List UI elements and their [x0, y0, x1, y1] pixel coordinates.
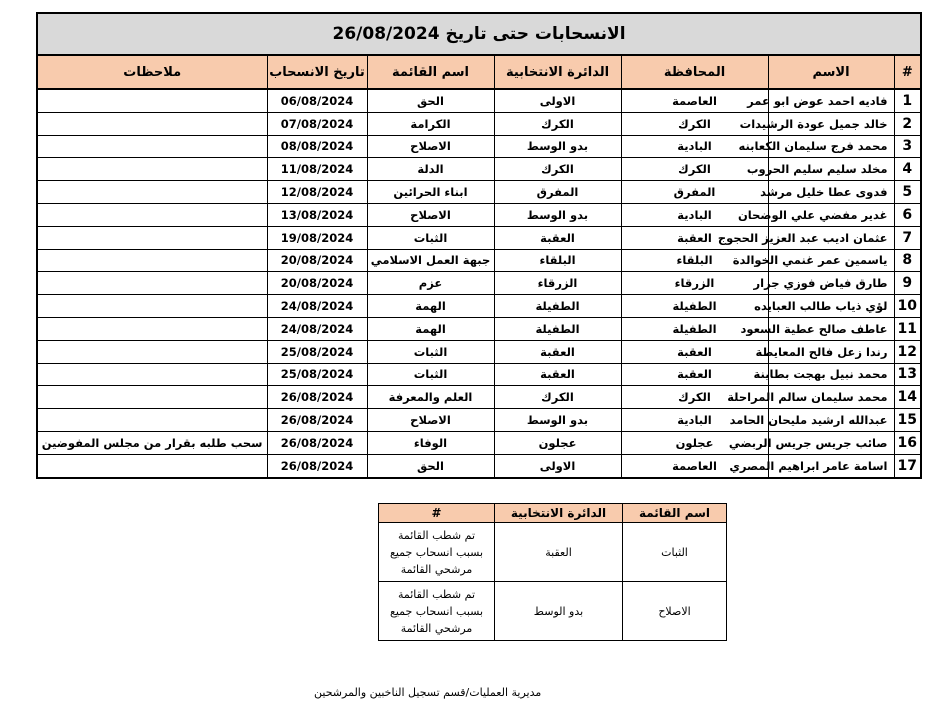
header-name: الاسم	[768, 55, 894, 89]
sub-table-row	[379, 582, 727, 641]
cell-reason	[379, 582, 495, 641]
cell-governorate: عجلون	[621, 431, 768, 454]
cell-date: 26/08/2024	[267, 431, 367, 454]
cell-list: الثبات	[367, 226, 494, 249]
cell-governorate: الكرك	[621, 386, 768, 409]
cell-num: 14	[894, 386, 921, 409]
table-row	[37, 409, 921, 432]
table-title: الانسحابات حتى تاريخ 26/08/2024	[37, 13, 921, 55]
reason-line: مرشحي القائمة	[400, 562, 473, 576]
table-row	[37, 203, 921, 226]
cell-list: الدلة	[367, 158, 494, 181]
cell-list: الثبات	[367, 363, 494, 386]
cell-list: جبهة العمل الاسلامي	[367, 249, 494, 272]
header-governorate: المحافظة	[621, 55, 768, 89]
table-row	[37, 135, 921, 158]
cell-num: 17	[894, 454, 921, 477]
cell-governorate: الطفيلة	[621, 317, 768, 340]
table-row	[37, 272, 921, 295]
cell-district: بدو الوسط	[495, 582, 623, 641]
table-row	[37, 89, 921, 112]
cell-name: عاطف صالح عطية السعود	[768, 317, 894, 340]
reason-line: مرشحي القائمة	[400, 621, 473, 635]
cell-name: ياسمين عمر غنمي الخوالدة	[768, 249, 894, 272]
cell-district: الطفيلة	[494, 317, 621, 340]
header-district: الدائرة الانتخابية	[494, 55, 621, 89]
reason-line: بسبب انسحاب جميع	[389, 545, 484, 559]
table-row	[37, 431, 921, 454]
sub-header-district: الدائرة الانتخابية	[495, 504, 623, 523]
table-row	[37, 340, 921, 363]
cell-district: الزرقاء	[494, 272, 621, 295]
cell-name: لؤي ذياب طالب العبايده	[768, 295, 894, 318]
cell-district: المفرق	[494, 181, 621, 204]
cell-date: 13/08/2024	[267, 203, 367, 226]
cell-notes	[37, 340, 267, 363]
table-row	[37, 181, 921, 204]
cell-date: 24/08/2024	[267, 295, 367, 318]
cell-notes	[37, 89, 267, 112]
cell-date: 11/08/2024	[267, 158, 367, 181]
cell-num: 15	[894, 409, 921, 432]
cell-notes	[37, 112, 267, 135]
sub-header-hash: #	[379, 504, 495, 523]
sub-header-list: اسم القائمة	[623, 504, 727, 523]
cell-governorate: البلقاء	[621, 249, 768, 272]
table-row	[37, 295, 921, 318]
cell-district: العقبة	[495, 523, 623, 582]
table-row	[37, 158, 921, 181]
cell-list: الاصلاح	[623, 582, 727, 641]
cell-name: رندا زعل فالح المعايطة	[768, 340, 894, 363]
reason-line: بسبب انسحاب جميع	[389, 604, 484, 618]
cell-num: 7	[894, 226, 921, 249]
cancelled-lists-table	[378, 503, 727, 641]
cell-name: مخلد سليم سليم الحروب	[768, 158, 894, 181]
cell-district: البلقاء	[494, 249, 621, 272]
cell-governorate: البادية	[621, 409, 768, 432]
cell-district: الاولى	[494, 454, 621, 477]
cell-governorate: الكرك	[621, 158, 768, 181]
cell-district: بدو الوسط	[494, 409, 621, 432]
cell-name: محمد نبيل بهجت بطاينة	[768, 363, 894, 386]
table-row	[37, 363, 921, 386]
cell-district: الكرك	[494, 112, 621, 135]
cell-district: الكرك	[494, 386, 621, 409]
cell-governorate: العاصمة	[621, 89, 768, 112]
table-row	[37, 386, 921, 409]
cell-notes	[37, 158, 267, 181]
cell-name: فدوى عطا خليل مرشد	[768, 181, 894, 204]
cell-list: الاصلاح	[367, 409, 494, 432]
cell-governorate: البادية	[621, 203, 768, 226]
cell-num: 9	[894, 272, 921, 295]
cell-district: العقبة	[494, 363, 621, 386]
cell-district: بدو الوسط	[494, 135, 621, 158]
reason-line: تم شطب القائمة	[397, 528, 476, 542]
header-date: تاريخ الانسحاب	[267, 55, 367, 89]
cell-num: 13	[894, 363, 921, 386]
header-num: #	[894, 55, 921, 89]
cell-num: 11	[894, 317, 921, 340]
cell-list: الهمة	[367, 317, 494, 340]
cell-date: 08/08/2024	[267, 135, 367, 158]
cell-governorate: الكرك	[621, 112, 768, 135]
cell-name: فاديه احمد عوض ابو عمر	[768, 89, 894, 112]
cell-governorate: البادية	[621, 135, 768, 158]
cell-list: الحق	[367, 89, 494, 112]
cell-date: 24/08/2024	[267, 317, 367, 340]
cell-district: الكرك	[494, 158, 621, 181]
cell-notes	[37, 295, 267, 318]
cell-num: 16	[894, 431, 921, 454]
cell-governorate: العقبة	[621, 340, 768, 363]
cell-num: 4	[894, 158, 921, 181]
cell-notes	[37, 203, 267, 226]
cell-notes	[37, 272, 267, 295]
cell-list: ابناء الحرائين	[367, 181, 494, 204]
cell-notes	[37, 249, 267, 272]
cell-date: 20/08/2024	[267, 272, 367, 295]
cell-name: خالد جميل عودة الرشيدات	[768, 112, 894, 135]
cell-district: العقبة	[494, 226, 621, 249]
cell-num: 12	[894, 340, 921, 363]
cell-notes	[37, 226, 267, 249]
cell-name: اسامة عامر ابراهيم المصري	[768, 454, 894, 477]
cell-notes	[37, 135, 267, 158]
cell-notes	[37, 386, 267, 409]
cell-list: الاصلاح	[367, 135, 494, 158]
cell-governorate: العقبة	[621, 226, 768, 249]
table-row	[37, 249, 921, 272]
cell-district: بدو الوسط	[494, 203, 621, 226]
cell-list: الثبات	[623, 523, 727, 582]
header-list: اسم القائمة	[367, 55, 494, 89]
table-row	[37, 454, 921, 477]
cell-governorate: العاصمة	[621, 454, 768, 477]
sub-table-row	[379, 523, 727, 582]
cell-num: 1	[894, 89, 921, 112]
table-row	[37, 226, 921, 249]
cell-reason	[379, 523, 495, 582]
cell-name: غدير مفضي علي الوضحان	[768, 203, 894, 226]
footer-text: مديرية العمليات/قسم تسجيل الناخبين والمرشحين	[314, 686, 542, 699]
cell-name: محمد فرج سليمان الكعابنه	[768, 135, 894, 158]
cell-date: 26/08/2024	[267, 386, 367, 409]
cell-notes: سحب طلبه بقرار من مجلس المفوضين	[37, 431, 267, 454]
cell-date: 25/08/2024	[267, 340, 367, 363]
cell-notes	[37, 317, 267, 340]
cell-num: 3	[894, 135, 921, 158]
cell-district: العقبة	[494, 340, 621, 363]
cell-date: 12/08/2024	[267, 181, 367, 204]
cell-notes	[37, 363, 267, 386]
table-row	[37, 112, 921, 135]
cell-list: العلم والمعرفة	[367, 386, 494, 409]
cell-name: محمد سليمان سالم المراحلة	[768, 386, 894, 409]
table-row	[37, 317, 921, 340]
cell-name: صائب جريس جريس الربضي	[768, 431, 894, 454]
cell-governorate: العقبة	[621, 363, 768, 386]
cell-list: الكرامة	[367, 112, 494, 135]
header-notes: ملاحظات	[37, 55, 267, 89]
cell-num: 2	[894, 112, 921, 135]
cell-district: الطفيلة	[494, 295, 621, 318]
cell-num: 5	[894, 181, 921, 204]
cell-date: 07/08/2024	[267, 112, 367, 135]
cell-num: 6	[894, 203, 921, 226]
cell-list: الحق	[367, 454, 494, 477]
cell-date: 26/08/2024	[267, 409, 367, 432]
withdrawals-table	[36, 12, 922, 479]
cell-notes	[37, 454, 267, 477]
cell-list: الوفاء	[367, 431, 494, 454]
cell-date: 19/08/2024	[267, 226, 367, 249]
cell-date: 25/08/2024	[267, 363, 367, 386]
reason-line: تم شطب القائمة	[397, 587, 476, 601]
cell-date: 06/08/2024	[267, 89, 367, 112]
cell-notes	[37, 181, 267, 204]
cell-list: الاصلاح	[367, 203, 494, 226]
cell-name: عبدالله ارشيد مليحان الحامد	[768, 409, 894, 432]
cell-district: الاولى	[494, 89, 621, 112]
cell-date: 20/08/2024	[267, 249, 367, 272]
cell-notes	[37, 409, 267, 432]
cell-district: عجلون	[494, 431, 621, 454]
cell-num: 10	[894, 295, 921, 318]
cell-list: عزم	[367, 272, 494, 295]
cell-name: طارق فياض فوزي جرار	[768, 272, 894, 295]
cell-list: الهمة	[367, 295, 494, 318]
cell-governorate: الزرقاء	[621, 272, 768, 295]
cell-name: عثمان اديب عبد العزيز الحجوج	[768, 226, 894, 249]
cell-list: الثبات	[367, 340, 494, 363]
cell-date: 26/08/2024	[267, 454, 367, 477]
cell-num: 8	[894, 249, 921, 272]
cell-governorate: الطفيلة	[621, 295, 768, 318]
cell-governorate: المفرق	[621, 181, 768, 204]
